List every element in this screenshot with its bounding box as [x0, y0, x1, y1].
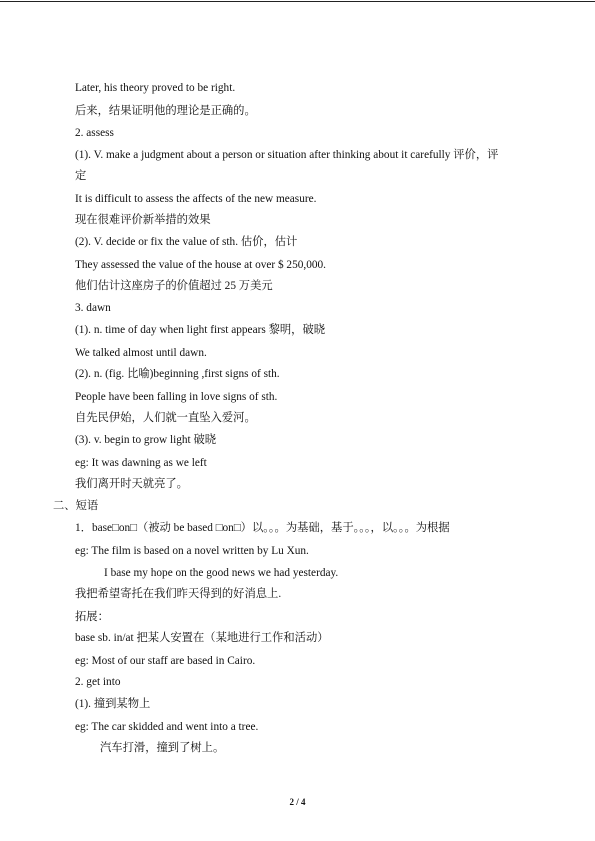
text-line: It is difficult to assess the affects of the new measure. — [75, 193, 317, 205]
text-line: 我们离开时天就亮了。 — [75, 478, 188, 490]
text-line: 自先民伊始，人们就一直坠入爱河。 — [75, 412, 256, 424]
text-line: People have been falling in love signs of sth. — [75, 391, 278, 403]
text-line: Later, his theory proved to be right. — [75, 82, 236, 94]
header-rule — [0, 1, 595, 2]
text-line: 现在很难评价新举措的效果 — [75, 214, 211, 226]
text-line: (1). V. make a judgment about a person or situation after thinking about it carefully 评价，评 — [75, 149, 499, 161]
text-line: I base my hope on the good news we had yesterday. — [104, 567, 339, 579]
text-line: eg: Most of our staff are based in Cairo. — [75, 655, 256, 667]
text-line: 我把希望寄托在我们昨天得到的好消息上. — [75, 588, 282, 600]
text-line: 定 — [75, 170, 87, 182]
text-line: eg: The car skidded and went into a tree. — [75, 721, 259, 733]
text-line: base sb. in/at 把某人安置在（某地进行工作和活动） — [75, 632, 329, 644]
text-line: 2. assess — [75, 127, 114, 139]
text-line: 汽车打滑，撞到了树上。 — [100, 742, 225, 754]
text-line: eg: It was dawning as we left — [75, 457, 207, 469]
text-line: eg: The film is based on a novel written by Lu Xun. — [75, 545, 309, 557]
text-line: (2). V. decide or fix the value of sth. 估价，估计 — [75, 236, 298, 248]
text-line: (2). n. (fig. 比喻)beginning ,first signs of sth. — [75, 368, 280, 380]
text-line: 1．base□on□（被动 be based □on□）以。。。为基础，基于。。。，以。。。为根据 — [75, 522, 450, 534]
text-line: 后来，结果证明他的理论是正确的。 — [75, 105, 256, 117]
text-line: 3. dawn — [75, 302, 111, 314]
text-line: 他们估计这座房子的价值超过 25 万美元 — [75, 280, 273, 292]
text-line: (1). 撞到某物上 — [75, 698, 151, 710]
section-heading: 二、短语 — [53, 500, 99, 512]
page-number: 2 / 4 — [289, 797, 306, 807]
text-line: They assessed the value of the house at over $ 250,000. — [75, 259, 326, 271]
text-line: 拓展： — [75, 611, 109, 623]
text-line: 2. get into — [75, 676, 121, 688]
text-line: (1). n. time of day when light first appears 黎明，破晓 — [75, 324, 326, 336]
text-line: (3). v. begin to grow light 破晓 — [75, 434, 217, 446]
text-line: We talked almost until dawn. — [75, 347, 207, 359]
